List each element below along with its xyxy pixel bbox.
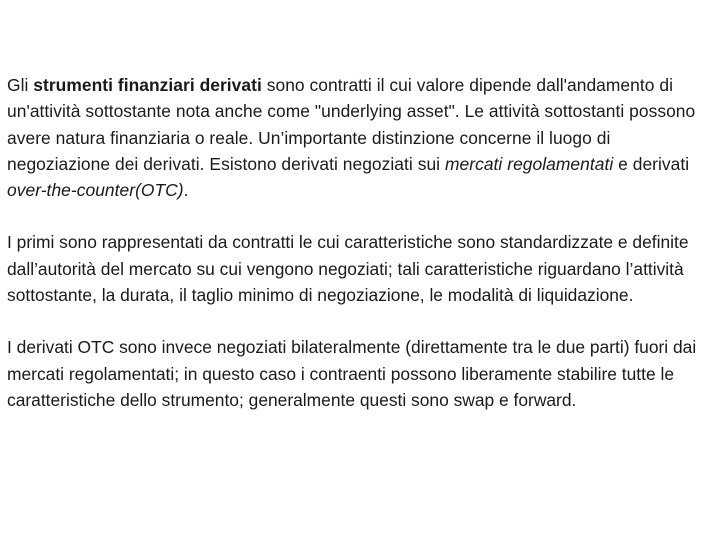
slide-body-text [7, 72, 715, 439]
paragraph-otc-derivatives: I derivati OTC sono invece negoziati bilateralmente (direttamente tra le due parti) fuori dai mercati regolamentati; in questo caso i contraenti possono liberamente stabilire tutte le caratteristiche dello strumento; generalmente questi sono swap e forward. [7, 337, 697, 410]
p1-text-2: sono contratti il cui valore dipende dall'andamento di un'attività sottostante nota anche come "underlying asset". Le attività sottostanti possono avere natura finanziaria o reale. Un’importante distinzione concerne il luogo di negoziazione dei derivati. Esistono derivati negoziati sui [7, 75, 696, 174]
p1-text-1: Gli [7, 75, 34, 95]
paragraph-regulated-markets: I primi sono rappresentati da contratti le cui caratteristiche sono standardizzate e definite dall’autorità del mercato su cui vengono negoziati; tali caratteristiche riguardano l’attività sottostante, la durata, il taglio minimo di negoziazione, le modalità di liquidazione. [7, 232, 689, 306]
term-mercati-regolamentati: mercati regolamentati [444, 153, 614, 174]
p1-text-3: e derivati [613, 153, 690, 174]
paragraph-derivatives-definition [7, 72, 715, 203]
term-strumenti-finanziari-derivati: strumenti finanziari derivati [33, 75, 262, 95]
term-over-the-counter: over-the-counter(OTC) [7, 180, 184, 201]
p1-text-4: . [183, 180, 189, 201]
